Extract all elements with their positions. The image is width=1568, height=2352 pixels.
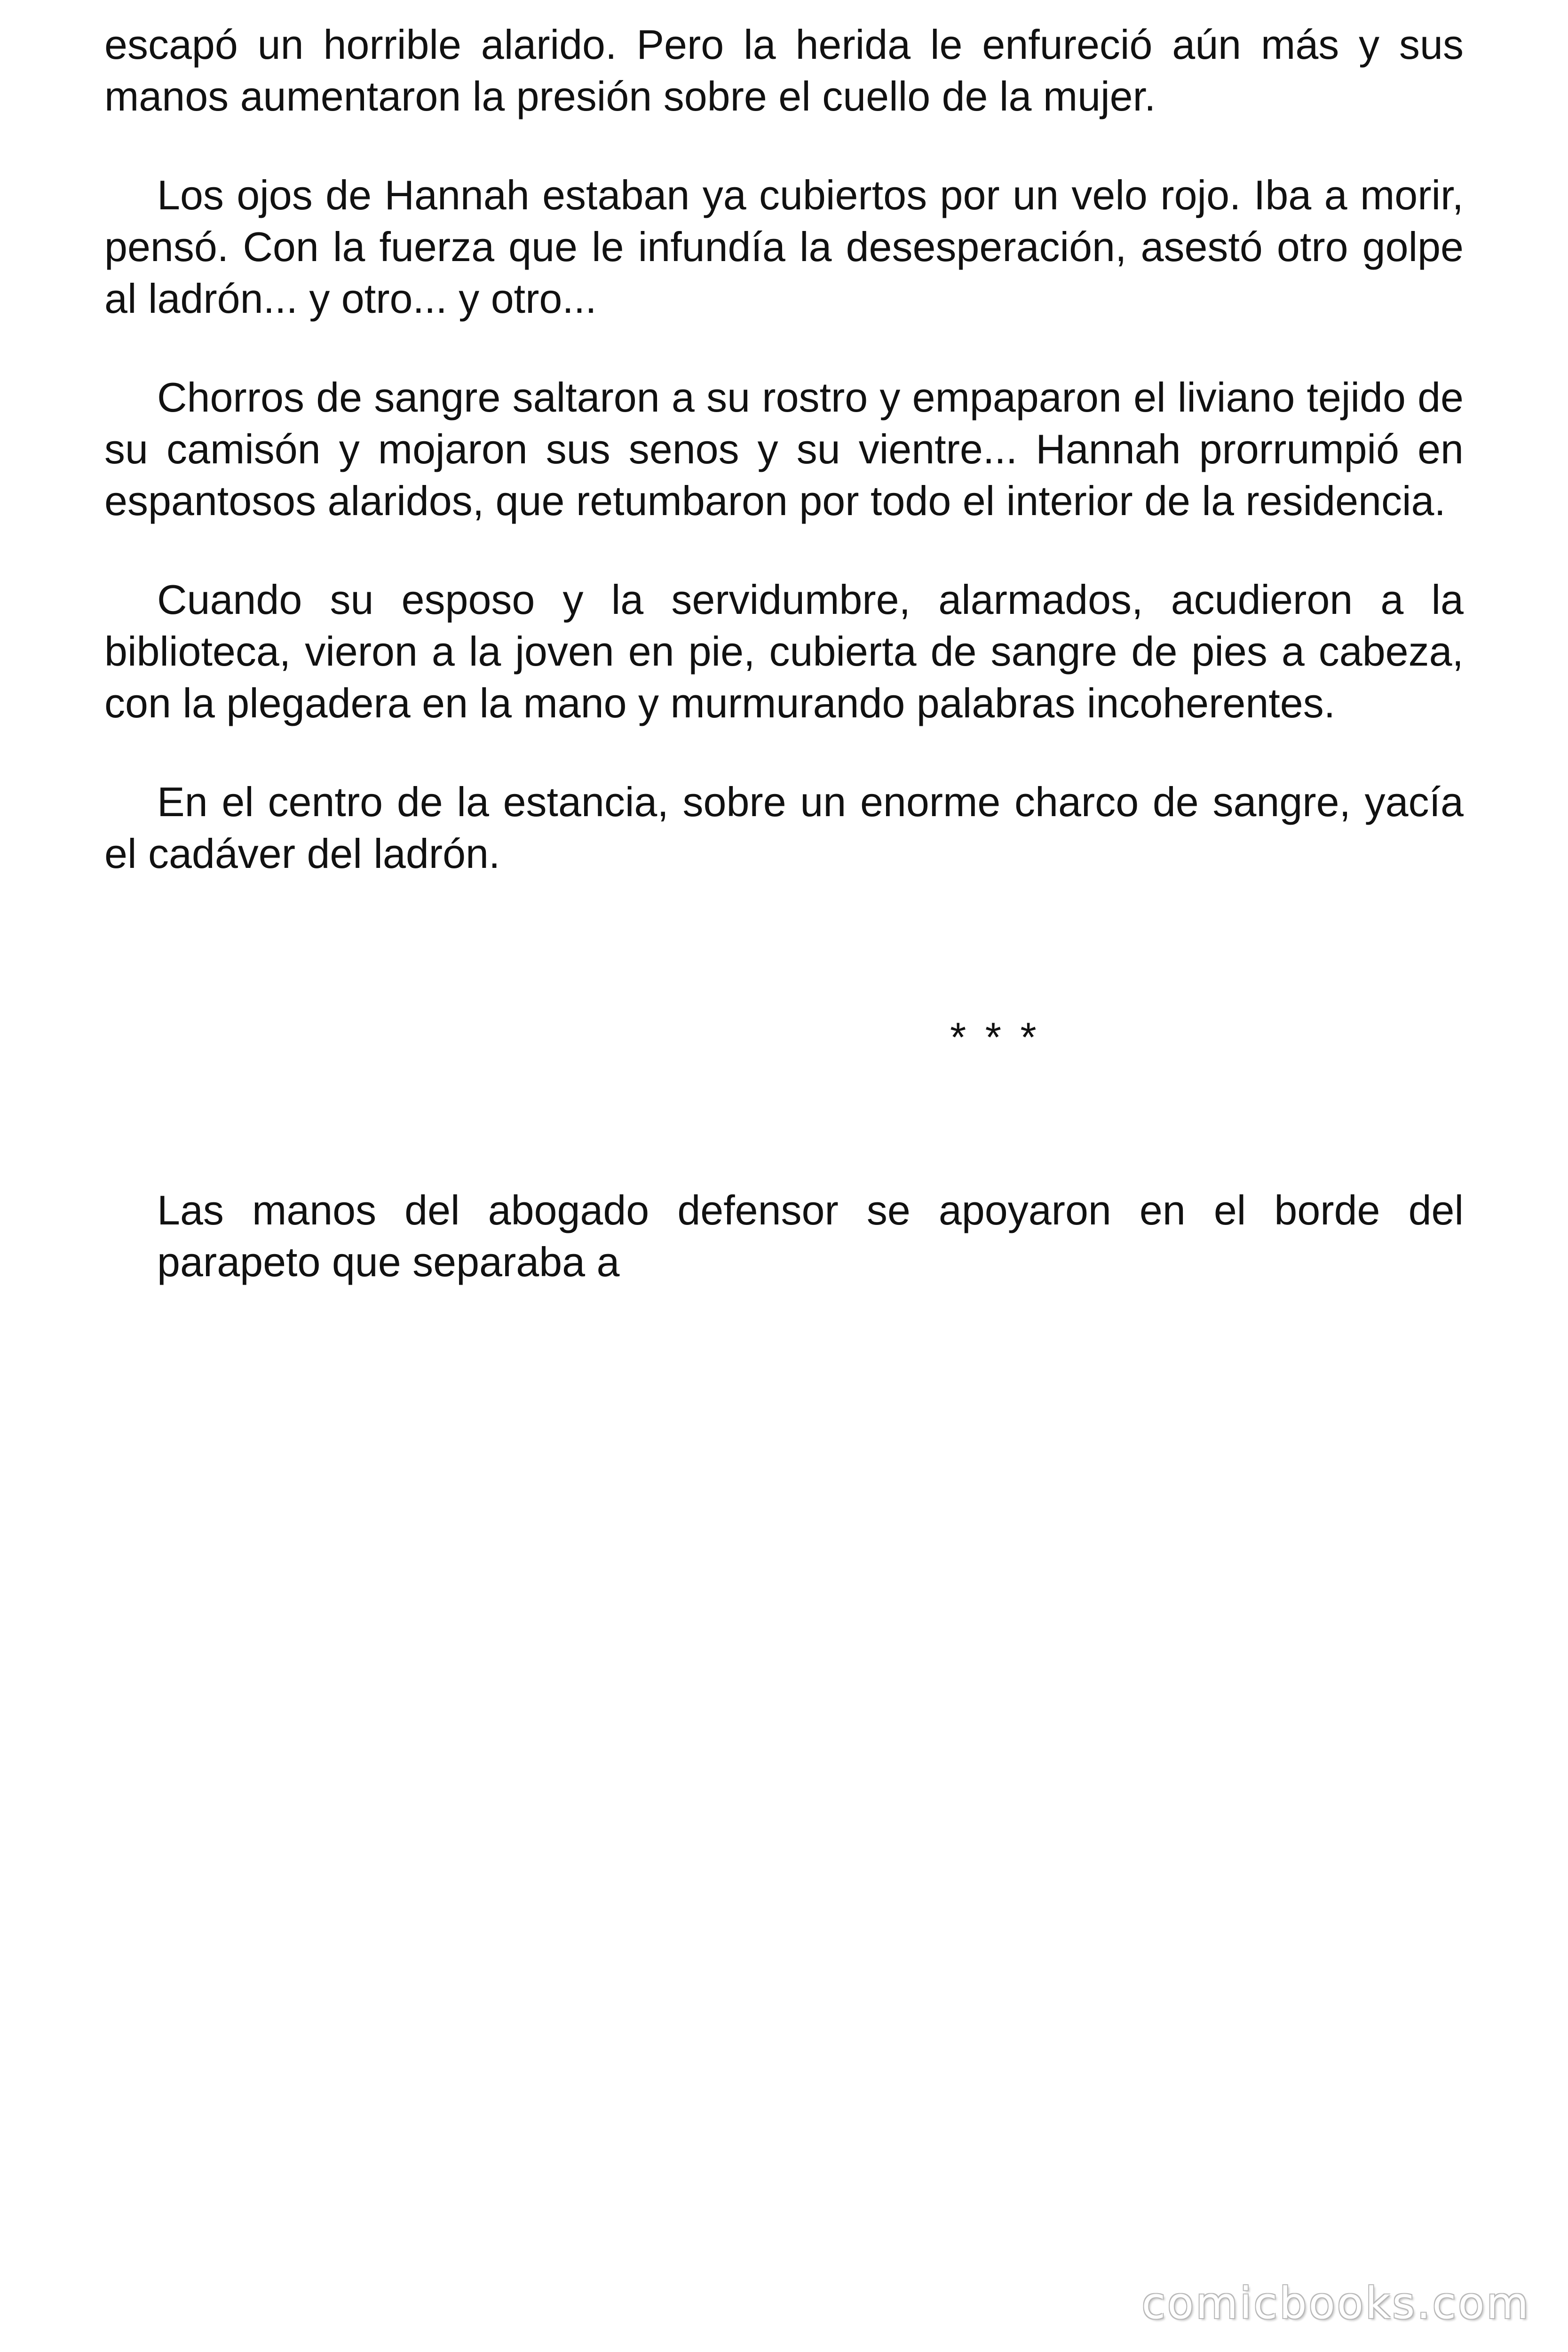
scene-break: * * * [950, 1014, 1040, 1060]
paragraph-3: Chorros de sangre saltaron a su rostro y empaparon el liviano tejido de su camisón y mojaron sus senos y su vientre... Hannah prorrumpió en espantosos alaridos, que retumbaron por todo el interior de la residencia. [104, 374, 1464, 524]
paragraph-4: Cuando su esposo y la servidumbre, alarmados, acudieron a la biblioteca, vieron a la joven en pie, cubierta de sangre de pies a cabeza, con la plegadera en la mano y murmurando palabras incoherentes. [104, 576, 1464, 726]
paragraph-1: escapó un horrible alarido. Pero la herida le enfureció aún más y sus manos aumentaron la presión sobre el cuello de la mujer. [104, 21, 1464, 119]
paragraph-2: Los ojos de Hannah estaban ya cubiertos por un velo rojo. Iba a morir, pensó. Con la fuerza que le infundía la desesperación, asestó otro golpe al ladrón... y otro... y otro... [104, 172, 1464, 322]
watermark-logo: comicbooks.com [1141, 2278, 1530, 2328]
document-page [104, 19, 1464, 927]
paragraph-6: Las manos del abogado defensor se apoyaron en el borde del parapeto que separaba a [157, 1187, 1464, 1285]
paragraph-5: En el centro de la estancia, sobre un enorme charco de sangre, yacía el cadáver del ladrón. [104, 779, 1464, 877]
